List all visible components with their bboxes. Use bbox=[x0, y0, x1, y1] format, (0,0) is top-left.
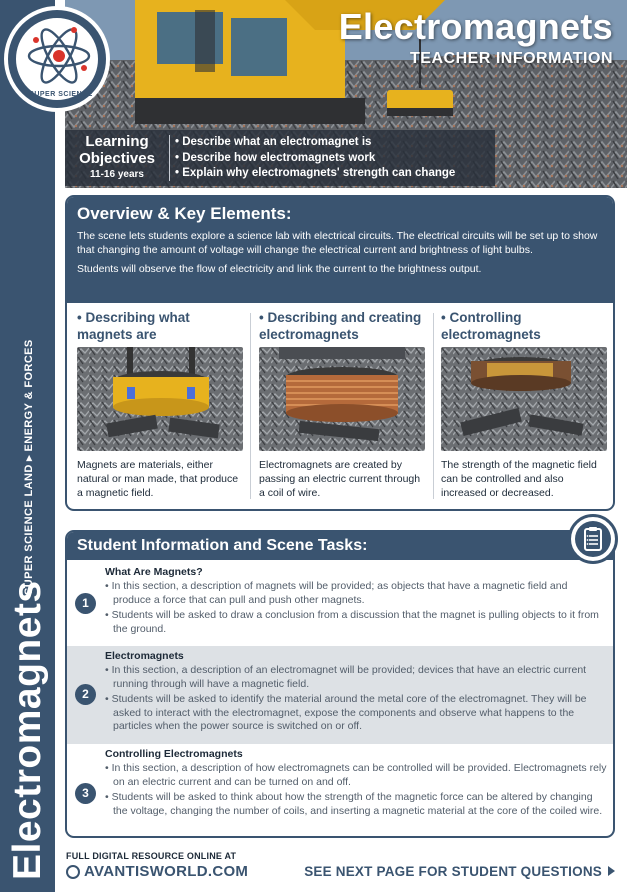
objectives-divider bbox=[169, 135, 170, 181]
magnet-scene-image bbox=[77, 347, 243, 451]
task-2 bbox=[101, 646, 613, 744]
key-element-title: • Describing and creating electromagnets bbox=[259, 310, 422, 342]
objective-item: • Describe how electromagnets work bbox=[175, 151, 455, 167]
task-number-badge: 3 bbox=[75, 783, 96, 804]
task-bullet: • In this section, a description of magnets will be provided; as objects that have a magnetic field and produce a force that can pull and push other magnets. bbox=[105, 580, 607, 607]
learning-objectives bbox=[65, 130, 495, 186]
objective-item: • Explain why electromagnets' strength can change bbox=[175, 166, 455, 182]
column-divider bbox=[433, 313, 434, 499]
key-element-desc: Magnets are materials, either natural or man made, that produce a magnetic field. bbox=[77, 459, 239, 499]
arrow-right-icon bbox=[608, 866, 615, 876]
task-title: What Are Magnets? bbox=[105, 566, 203, 578]
key-element-controlling bbox=[441, 309, 607, 500]
logo-band-text: SUPER SCIENCE bbox=[29, 91, 93, 98]
task-number-badge: 1 bbox=[75, 593, 96, 614]
task-bullet: • In this section, a description of how electromagnets can be controlled will be provided. Electromagnets rely on an electric current and can be turned on and off. bbox=[105, 762, 607, 789]
overview-paragraph: The scene lets students explore a science lab with electrical circuits. The electrical circuits will be set up to show that changing the amount of voltage will change the electrical current and brightness of light bulbs. bbox=[77, 230, 598, 256]
task-bullets bbox=[105, 762, 607, 818]
key-element-desc: The strength of the magnetic field can be controlled and also increased or decreased. bbox=[441, 459, 597, 499]
clipboard-badge bbox=[568, 514, 618, 564]
key-element-desc: Electromagnets are created by passing an electric current through a coil of wire. bbox=[259, 459, 421, 499]
column-divider bbox=[250, 313, 251, 499]
overview-text bbox=[77, 229, 603, 281]
task-title: Controlling Electromagnets bbox=[105, 748, 243, 760]
task-bullet: • Students will be asked to think about how the strength of the magnetic force can be altered by changing the voltage, changing the number of coils, and inserting a magnetic material at the core of the coiled wire. bbox=[105, 791, 607, 818]
key-element-title: • Controlling electromagnets bbox=[441, 310, 541, 342]
student-info-panel bbox=[65, 530, 615, 838]
controlling-scene-image bbox=[441, 347, 607, 451]
task-3 bbox=[101, 744, 613, 838]
next-page-link[interactable] bbox=[304, 864, 615, 879]
atom-icon bbox=[14, 16, 100, 102]
task-bullet: • Students will be asked to draw a conclusion from a discussion that the magnet is pulling objects to it from the ground. bbox=[105, 609, 607, 636]
electromagnet-scene-image bbox=[259, 347, 425, 451]
objective-item: • Describe what an electromagnet is bbox=[175, 135, 455, 151]
task-bullets bbox=[105, 664, 607, 734]
task-title: Electromagnets bbox=[105, 650, 184, 662]
objectives-ages: 11-16 years bbox=[90, 169, 144, 180]
next-page-text: SEE NEXT PAGE FOR STUDENT QUESTIONS bbox=[304, 864, 602, 879]
objectives-title-line2: Objectives bbox=[79, 150, 155, 167]
task-bullet: • Students will be asked to identify the material around the metal core of the electromagnet. They will be asked to interact with the electromagnet, expose the components and observe what happens to the particles when the power source is switched on or off. bbox=[105, 693, 607, 734]
footer-brand-text: AVANTISWORLD.COM bbox=[84, 863, 249, 880]
overview-heading: Overview & Key Elements: bbox=[77, 204, 292, 223]
sidebar bbox=[0, 0, 55, 892]
task-1 bbox=[101, 562, 613, 646]
overview-header bbox=[67, 197, 613, 303]
globe-icon bbox=[66, 865, 80, 879]
page-title: Electromagnets bbox=[338, 6, 613, 47]
task-bullet: • In this section, a description of an electromagnet will be provided; devices that have an electric current running through will have a magnetic field. bbox=[105, 664, 607, 691]
clipboard-icon bbox=[575, 521, 611, 557]
key-element-title: • Describing what magnets are bbox=[77, 310, 190, 342]
page-subtitle: TEACHER INFORMATION bbox=[410, 50, 613, 67]
key-element-magnets bbox=[77, 309, 243, 500]
objectives-title bbox=[65, 133, 169, 167]
footer-brand-link[interactable] bbox=[66, 863, 248, 880]
student-info-heading: Student Information and Scene Tasks: bbox=[77, 537, 368, 554]
overview-panel bbox=[65, 195, 615, 511]
super-science-logo bbox=[4, 6, 110, 112]
sidebar-small-label: SUPER SCIENCE LAND ▸ ENERGY & FORCES bbox=[23, 339, 35, 595]
key-element-electromagnets bbox=[259, 309, 425, 500]
overview-paragraph: Students will observe the flow of electricity and link the current to the brightness output. bbox=[77, 263, 482, 275]
task-number-badge: 2 bbox=[75, 684, 96, 705]
task-bullets bbox=[105, 580, 607, 636]
objectives-list bbox=[175, 135, 455, 182]
student-info-header bbox=[67, 532, 613, 560]
footer-resource-label: FULL DIGITAL RESOURCE ONLINE AT bbox=[66, 851, 237, 861]
sidebar-big-label: Electromagnets bbox=[6, 580, 49, 880]
objectives-title-line1: Learning bbox=[85, 133, 149, 150]
